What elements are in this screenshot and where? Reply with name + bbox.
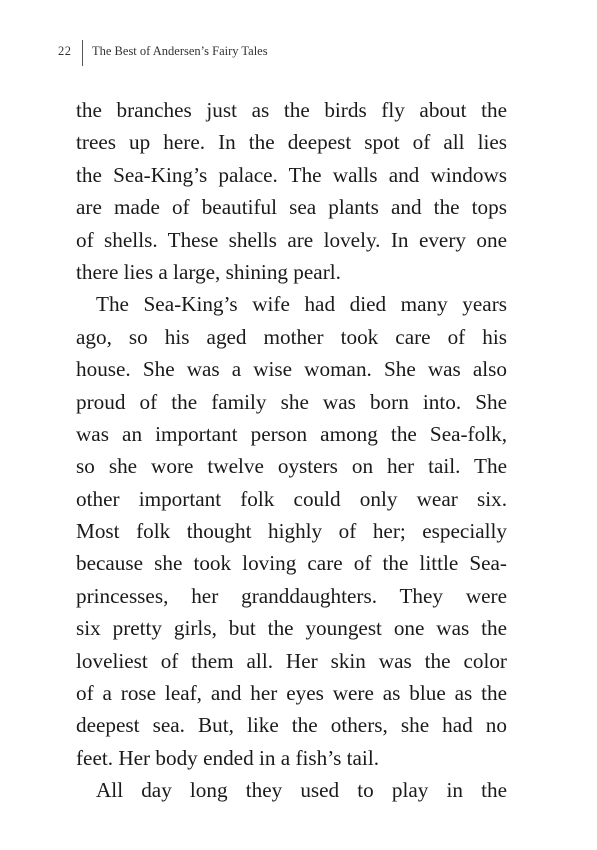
text-line: so she wore twelve oysters on her tail. The: [76, 454, 507, 479]
paragraph-start-line: The Sea-King’s wife had died many years: [96, 292, 507, 317]
text-line: feet. Her body ended in a fish’s tail.: [76, 745, 380, 770]
running-head-divider: [82, 40, 83, 66]
text-line: because she took loving care of the little Sea-: [76, 551, 507, 576]
text-line: there lies a large, shining pearl.: [76, 259, 341, 284]
text-line: six pretty girls, but the youngest one was the: [76, 616, 507, 641]
text-line: ago, so his aged mother took care of his: [76, 324, 507, 349]
text-line: of a rose leaf, and her eyes were as blue as the: [76, 681, 507, 706]
text-line: proud of the family she was born into. She: [76, 389, 507, 414]
text-line: the branches just as the birds fly about the: [76, 98, 507, 122]
body-text: [76, 94, 507, 807]
book-title: The Best of Andersen’s Fairy Tales: [92, 44, 268, 58]
text-line: the Sea-King’s palace. The walls and windows: [76, 162, 507, 187]
text-line: house. She was a wise woman. She was also: [76, 357, 507, 382]
text-line: princesses, her granddaughters. They were: [76, 583, 507, 608]
paragraph-start-line: All day long they used to play in the: [96, 778, 507, 803]
text-line: Most folk thought highly of her; especially: [76, 519, 507, 544]
running-head: [0, 40, 597, 70]
text-line: other important folk could only wear six.: [76, 486, 507, 511]
text-line: trees up here. In the deepest spot of all lies: [76, 130, 507, 155]
text-line: of shells. These shells are lovely. In every one: [76, 227, 507, 252]
text-line: are made of beautiful sea plants and the tops: [76, 195, 507, 220]
page-number: 22: [58, 44, 72, 58]
text-line: was an important person among the Sea-folk,: [76, 421, 507, 446]
text-line: loveliest of them all. Her skin was the color: [76, 648, 507, 673]
text-line: deepest sea. But, like the others, she had no: [76, 713, 507, 738]
